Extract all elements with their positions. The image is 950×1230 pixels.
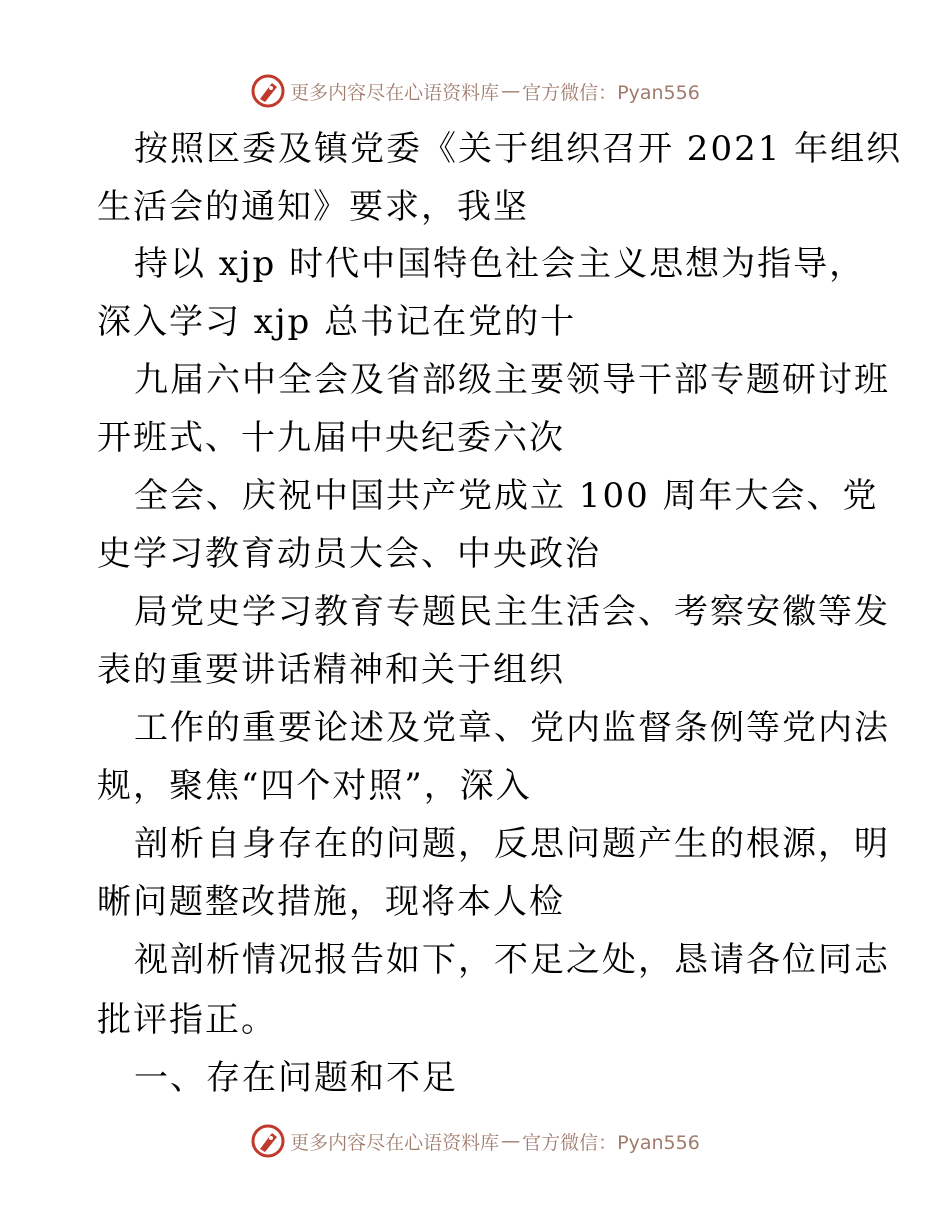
paragraph-line: 批评指正。: [97, 1000, 277, 1040]
paragraph-line: 持以 xjp 时代中国特色社会主义思想为指导，: [134, 244, 866, 284]
section-heading: 一、存在问题和不足: [134, 1058, 458, 1098]
paragraph-line: 按照区委及镇党委《关于组织召开 2021 年组织: [134, 129, 903, 169]
paragraph-line: 工作的重要论述及党章、党内监督条例等党内法: [134, 708, 890, 748]
watermark-text: 更多内容尽在心语资料库: [290, 1131, 500, 1154]
paragraph-line: 视剖析情况报告如下，不足之处，恳请各位同志: [134, 940, 890, 980]
paragraph-line: 深入学习 xjp 总书记在党的十: [97, 302, 577, 342]
watermark-contact: 官方微信：Pyan556: [522, 81, 700, 104]
paragraph-line: 晰问题整改措施，现将本人检: [97, 882, 565, 922]
footer-watermark: [0, 1121, 950, 1161]
pen-nib-logo-icon: [250, 73, 286, 109]
paragraph-line: 规，聚焦“四个对照”，深入: [97, 766, 532, 806]
paragraph-line: 剖析自身存在的问题，反思问题产生的根源，明: [134, 824, 890, 864]
paragraph-line: 生活会的通知》要求，我坚: [97, 187, 529, 227]
paragraph-line: 全会、庆祝中国共产党成立 100 周年大会、党: [134, 476, 879, 516]
watermark-separator: —: [501, 1130, 521, 1152]
watermark-text: 更多内容尽在心语资料库: [290, 81, 500, 104]
watermark-separator: —: [501, 80, 521, 102]
header-watermark: [0, 71, 950, 111]
watermark-contact: 官方微信：Pyan556: [522, 1131, 700, 1154]
paragraph-line: 开班式、十九届中央纪委六次: [97, 418, 565, 458]
paragraph-line: 局党史学习教育专题民主生活会、考察安徽等发: [134, 592, 890, 632]
paragraph-line: 九届六中全会及省部级主要领导干部专题研讨班: [134, 360, 890, 400]
paragraph-line: 史学习教育动员大会、中央政治: [97, 534, 601, 574]
paragraph-line: 表的重要讲话精神和关于组织: [97, 650, 565, 690]
pen-nib-logo-icon: [250, 1123, 286, 1159]
